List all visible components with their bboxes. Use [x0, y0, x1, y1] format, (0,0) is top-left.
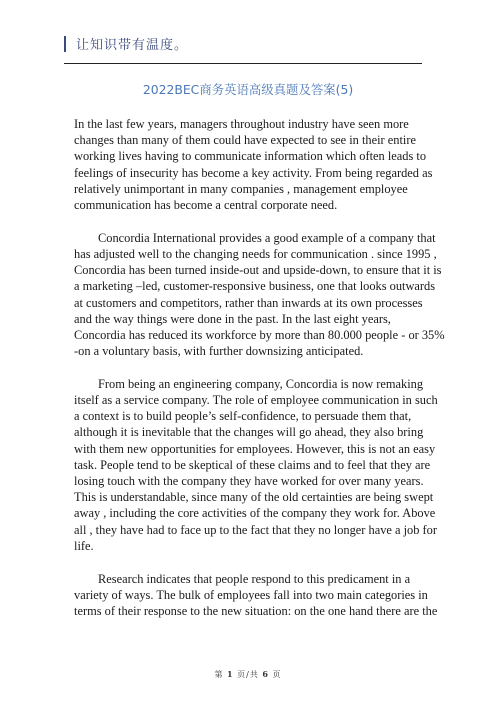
text-line: This is understandable, since many of the old certainties are being swept — [74, 490, 434, 505]
text-line: variety of ways. The bulk of employees fall into two main categories in — [74, 587, 428, 602]
header-divider — [64, 63, 422, 64]
paragraph-1 — [74, 116, 436, 213]
page-total: 6 — [262, 669, 269, 679]
text-line: life. — [74, 538, 94, 553]
text-line: In the last few years, managers throughout industry have seen more — [74, 117, 409, 131]
page-prefix: 第 — [214, 670, 224, 679]
paragraph-2 — [74, 230, 445, 360]
text-line: a context is to build people’s self-confidence, to persuade them that, — [74, 409, 412, 424]
text-line: terms of their response to the new situation: on the one hand there are the — [74, 603, 438, 618]
page-current: 1 — [227, 669, 234, 679]
text-line: changes than many of them could have expected to see in their entire — [74, 133, 416, 148]
text-line: feelings of insecurity has become a key activity. From being regarded as — [74, 165, 433, 180]
header-accent-bar — [64, 36, 66, 52]
text-line: a marketing –led, customer-responsive business, one that looks outwards — [74, 279, 436, 294]
text-line: From being an engineering company, Concordia is now remaking — [98, 376, 424, 391]
document-body — [74, 116, 445, 636]
text-line: communication has become a central corporate need. — [74, 198, 338, 213]
text-line: Research indicates that people respond to this predicament in a — [98, 571, 411, 586]
page-middle: 页/共 — [237, 670, 259, 679]
text-line: -on a voluntary basis, with further downsizing anticipated. — [74, 344, 364, 359]
text-line: Concordia has reduced its workforce by more than 80.000 people - or 35% — [74, 327, 445, 342]
text-line: has adjusted well to the changing needs for communication . since 1995 , — [74, 246, 437, 261]
text-line: at customers and competitors, rather than inwards at its own processes — [74, 295, 423, 310]
text-line: losing touch with the company they have worked for over many years. — [74, 474, 424, 489]
text-line: although it is inevitable that the changes will go ahead, they also bring — [74, 425, 424, 440]
text-line: all , they have had to face up to the fact that they no longer have a job for — [74, 522, 437, 537]
text-line: away , including the core activities of the company they work for. Above — [74, 506, 436, 521]
text-line: Concordia has been turned inside-out and upside-down, to ensure that it is — [74, 263, 442, 278]
text-line: task. People tend to be skeptical of these claims and to feel that they are — [74, 457, 431, 472]
text-line: itself as a service company. The role of employee communication in such — [74, 393, 438, 408]
text-line: working lives having to communicate information which often leads to — [74, 149, 427, 164]
text-line: and the way things were done in the past. In the last eight years, — [74, 311, 391, 326]
text-line: with them new opportunities for employees. However, this is not an easy — [74, 441, 436, 456]
page-suffix: 页 — [272, 670, 282, 679]
header-motto: 让知识带有温度。 — [76, 38, 189, 53]
document-title: 2022BEC商务英语高级真题及答案(5) — [142, 82, 354, 97]
text-line: Concordia International provides a good example of a company that — [98, 230, 436, 245]
paragraph-3 — [74, 376, 436, 554]
paragraph-4 — [74, 571, 436, 620]
page-footer — [0, 669, 496, 680]
text-line: relatively unimportant in many companies , management employee — [74, 181, 408, 196]
